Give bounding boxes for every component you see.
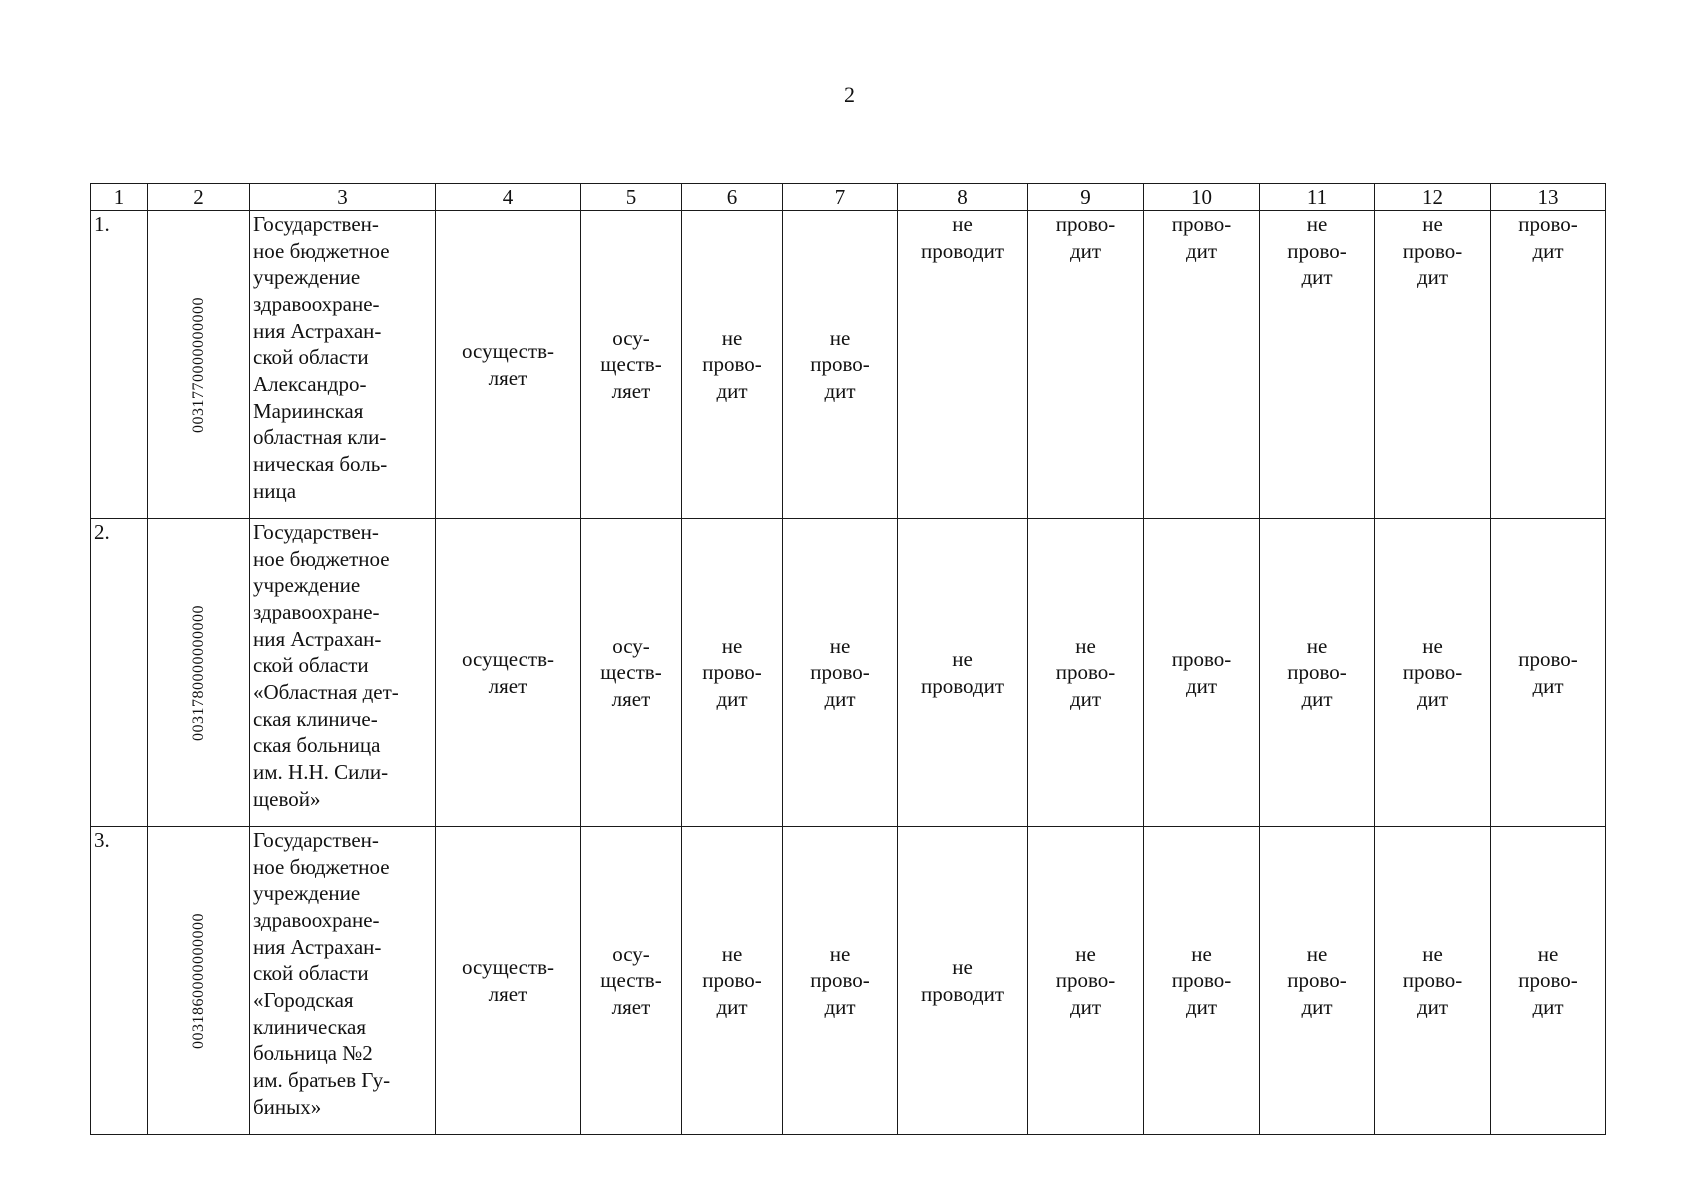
- cell-col12: не прово- дит: [1375, 519, 1491, 827]
- header-cell: 4: [436, 184, 581, 211]
- cell-col6: не прово- дит: [682, 211, 783, 519]
- header-cell: 7: [783, 184, 898, 211]
- cell-col4: осуществ- ляет: [436, 211, 581, 519]
- code-cell: [148, 827, 250, 1135]
- cell-col13: прово- дит: [1491, 211, 1606, 519]
- cell-col11: не прово- дит: [1260, 519, 1375, 827]
- table-row: [91, 519, 1606, 827]
- code-cell: [148, 519, 250, 827]
- cell-col5: осу- ществ- ляет: [581, 827, 682, 1135]
- institution-name: Государствен- ное бюджетное учреждение здравоохране- ния Астрахан- ской области «Областная дет- ская клиниче- ская больница им. Н.Н. Сили- щевой»: [250, 519, 436, 827]
- page-number: 2: [844, 82, 855, 107]
- row-number: 3.: [91, 827, 148, 1135]
- cell-col8: не проводит: [898, 827, 1028, 1135]
- cell-col9: не прово- дит: [1028, 827, 1144, 1135]
- cell-col10: прово- дит: [1144, 519, 1260, 827]
- cell-col8: не проводит: [898, 519, 1028, 827]
- institution-code: 0031780000000000: [189, 604, 207, 741]
- table-row: [91, 827, 1606, 1135]
- institution-name: Государствен- ное бюджетное учреждение здравоохране- ния Астрахан- ской области «Городская клиническая больница №2 им. братьев Гу- биных»: [250, 827, 436, 1135]
- header-cell: 5: [581, 184, 682, 211]
- header-cell: 9: [1028, 184, 1144, 211]
- table-row: [91, 211, 1606, 519]
- header-cell: 2: [148, 184, 250, 211]
- institutions-table: [90, 183, 1606, 1135]
- cell-col11: не прово- дит: [1260, 211, 1375, 519]
- cell-col5: осу- ществ- ляет: [581, 211, 682, 519]
- cell-col7: не прово- дит: [783, 827, 898, 1135]
- cell-col9: не прово- дит: [1028, 519, 1144, 827]
- cell-col4: осуществ- ляет: [436, 519, 581, 827]
- header-cell: 3: [250, 184, 436, 211]
- institution-code: 0031860000000000: [189, 912, 207, 1049]
- cell-col8: не проводит: [898, 211, 1028, 519]
- header-cell: 1: [91, 184, 148, 211]
- code-cell: [148, 211, 250, 519]
- cell-col10: не прово- дит: [1144, 827, 1260, 1135]
- header-cell: 13: [1491, 184, 1606, 211]
- cell-col5: осу- ществ- ляет: [581, 519, 682, 827]
- cell-col7: не прово- дит: [783, 519, 898, 827]
- header-cell: 8: [898, 184, 1028, 211]
- cell-col6: не прово- дит: [682, 519, 783, 827]
- header-row: [91, 184, 1606, 211]
- cell-col13: прово- дит: [1491, 519, 1606, 827]
- cell-col10: прово- дит: [1144, 211, 1260, 519]
- cell-col12: не прово- дит: [1375, 827, 1491, 1135]
- cell-col13: не прово- дит: [1491, 827, 1606, 1135]
- cell-col12: не прово- дит: [1375, 211, 1491, 519]
- cell-col6: не прово- дит: [682, 827, 783, 1135]
- institution-code: 0031770000000000: [189, 296, 207, 433]
- header-cell: 12: [1375, 184, 1491, 211]
- cell-col7: не прово- дит: [783, 211, 898, 519]
- header-cell: 11: [1260, 184, 1375, 211]
- header-cell: 10: [1144, 184, 1260, 211]
- cell-col9: прово- дит: [1028, 211, 1144, 519]
- cell-col11: не прово- дит: [1260, 827, 1375, 1135]
- institution-name: Государствен- ное бюджетное учреждение здравоохране- ния Астрахан- ской области Александро- Мариинская областная кли- ническая боль- ница: [250, 211, 436, 519]
- header-cell: 6: [682, 184, 783, 211]
- row-number: 1.: [91, 211, 148, 519]
- cell-col4: осуществ- ляет: [436, 827, 581, 1135]
- row-number: 2.: [91, 519, 148, 827]
